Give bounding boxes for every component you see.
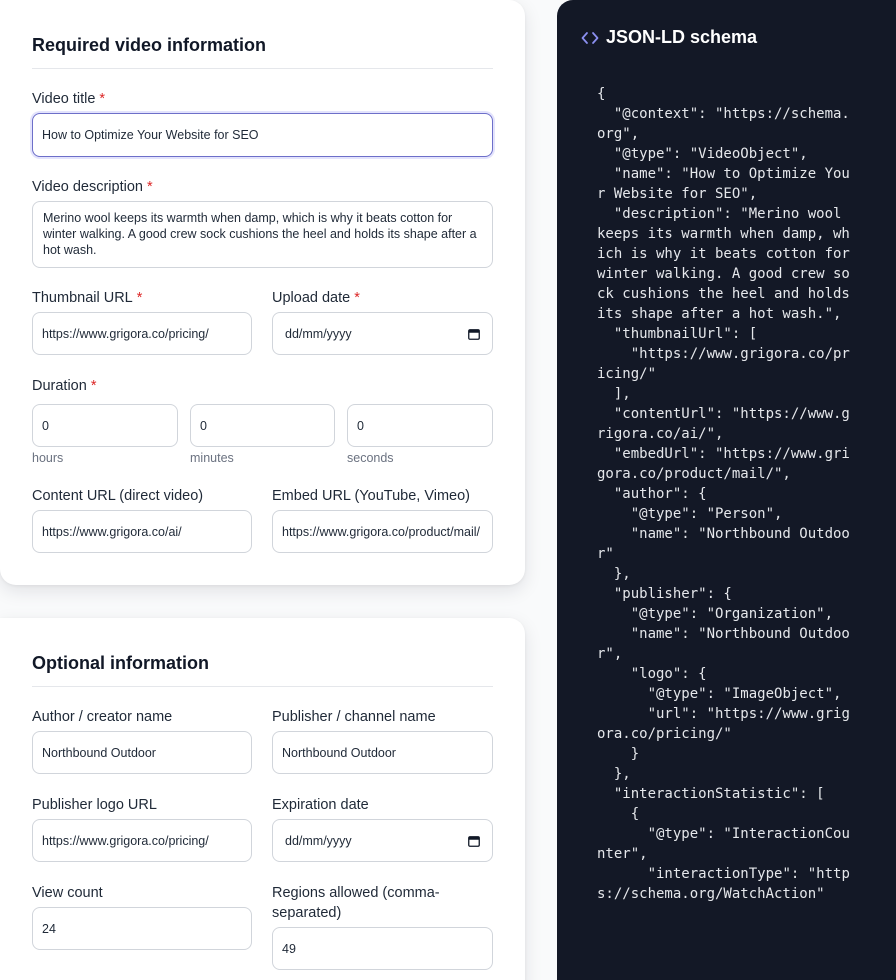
publisher-logo-value: https://www.grigora.co/pricing/ xyxy=(42,833,209,848)
author-name-input[interactable] xyxy=(32,731,252,774)
regions-allowed-input[interactable] xyxy=(272,927,493,970)
duration-hours-value: 0 xyxy=(42,418,49,433)
view-count-input[interactable] xyxy=(32,907,252,950)
required-marker: * xyxy=(90,378,97,394)
hours-hint: hours xyxy=(32,451,64,465)
duration-label xyxy=(32,376,96,396)
required-section-heading: Required video information xyxy=(32,35,267,55)
video-title-label xyxy=(32,89,105,109)
video-title-label-text: Video title xyxy=(32,91,96,107)
schema-panel-header xyxy=(581,27,757,48)
upload-date-input[interactable] xyxy=(272,312,493,355)
upload-date-label xyxy=(272,288,360,308)
required-marker: * xyxy=(99,91,106,107)
author-name-label: Author / creator name xyxy=(32,709,173,725)
optional-info-card xyxy=(0,618,525,980)
schema-code-block[interactable]: { "@context": "https://schema.org", "@type": "VideoObject", "name": "How to Optimize Your Website for SEO", "description": "Merino wool keeps its warmth when damp, which is why it beats cotton for winter walking. A good crew sock cushions the heel and holds its shape after a hot wash.", "thumbnailUrl": [ "https://www.grigora.co/pricing/" ], "contentUrl": "https://www.grigora.co/ai/", "embedUrl": "https://www.grigora.co/product/mail/", "author": { "@type": "Person", "name": "Northbound Outdoor" }, "publisher": { "@type": "Organization", "name": "Northbound Outdoor", "logo": { "@type": "ImageObject", "url": "https://www.grigora.co/pricing/" } }, "interactionStatistic": [ { "@type": "InteractionCounter", "interactionType": "https://schema.org/WatchAction" xyxy=(597,86,850,902)
expiration-date-label: Expiration date xyxy=(272,797,369,813)
view-count-value: 24 xyxy=(42,921,56,936)
schema-panel xyxy=(557,0,896,980)
content-url-label: Content URL (direct video) xyxy=(32,488,204,504)
publisher-logo-label: Publisher logo URL xyxy=(32,797,157,813)
duration-hours-input[interactable] xyxy=(32,404,178,447)
thumbnail-url-value: https://www.grigora.co/pricing/ xyxy=(42,326,209,341)
author-name-value: Northbound Outdoor xyxy=(42,745,156,760)
publisher-name-input[interactable] xyxy=(272,731,493,774)
duration-seconds-input[interactable] xyxy=(347,404,493,447)
duration-minutes-value: 0 xyxy=(200,418,207,433)
thumbnail-url-label-text: Thumbnail URL xyxy=(32,290,133,306)
view-count-label: View count xyxy=(32,885,103,901)
embed-url-value: https://www.grigora.co/product/mail/ xyxy=(282,524,480,539)
video-description-label xyxy=(32,177,153,197)
required-marker: * xyxy=(354,290,360,306)
video-description-textarea[interactable] xyxy=(32,201,493,268)
duration-minutes-input[interactable] xyxy=(190,404,335,447)
calendar-icon[interactable] xyxy=(468,835,480,847)
duration-seconds-value: 0 xyxy=(357,418,364,433)
upload-date-label-text: Upload date xyxy=(272,290,351,306)
regions-allowed-value: 49 xyxy=(282,941,296,956)
upload-date-value: dd/mm/yyyy xyxy=(285,326,352,341)
embed-url-input[interactable] xyxy=(272,510,493,553)
embed-url-label: Embed URL (YouTube, Vimeo) xyxy=(272,488,471,504)
expiration-date-input[interactable] xyxy=(272,819,493,862)
video-description-label-text: Video description xyxy=(32,179,143,195)
publisher-name-label: Publisher / channel name xyxy=(272,709,436,725)
minutes-hint: minutes xyxy=(190,451,234,465)
seconds-hint: seconds xyxy=(347,451,394,465)
section-divider xyxy=(32,686,493,687)
content-url-value: https://www.grigora.co/ai/ xyxy=(42,524,182,539)
video-description-value: Merino wool keeps its warmth when damp, which is why it beats cotton for winter walking. A good crew sock cushions the heel and holds its shape after a hot wash. xyxy=(43,211,477,257)
calendar-icon[interactable] xyxy=(468,328,480,340)
video-title-value: How to Optimize Your Website for SEO xyxy=(42,128,259,142)
schema-panel-title: JSON-LD schema xyxy=(606,27,758,47)
duration-label-text: Duration xyxy=(32,378,87,394)
video-title-input[interactable] xyxy=(32,113,493,157)
required-info-card xyxy=(0,0,525,585)
optional-section-heading: Optional information xyxy=(32,653,209,673)
thumbnail-url-label xyxy=(32,288,142,308)
code-icon xyxy=(581,31,599,45)
regions-allowed-label: Regions allowed (comma-separated) xyxy=(272,885,440,921)
required-marker: * xyxy=(136,290,143,306)
content-url-input[interactable] xyxy=(32,510,252,553)
thumbnail-url-input[interactable] xyxy=(32,312,252,355)
required-marker: * xyxy=(146,179,153,195)
publisher-logo-input[interactable] xyxy=(32,819,252,862)
publisher-name-value: Northbound Outdoor xyxy=(282,745,396,760)
expiration-date-value: dd/mm/yyyy xyxy=(285,833,352,848)
section-divider xyxy=(32,68,493,69)
